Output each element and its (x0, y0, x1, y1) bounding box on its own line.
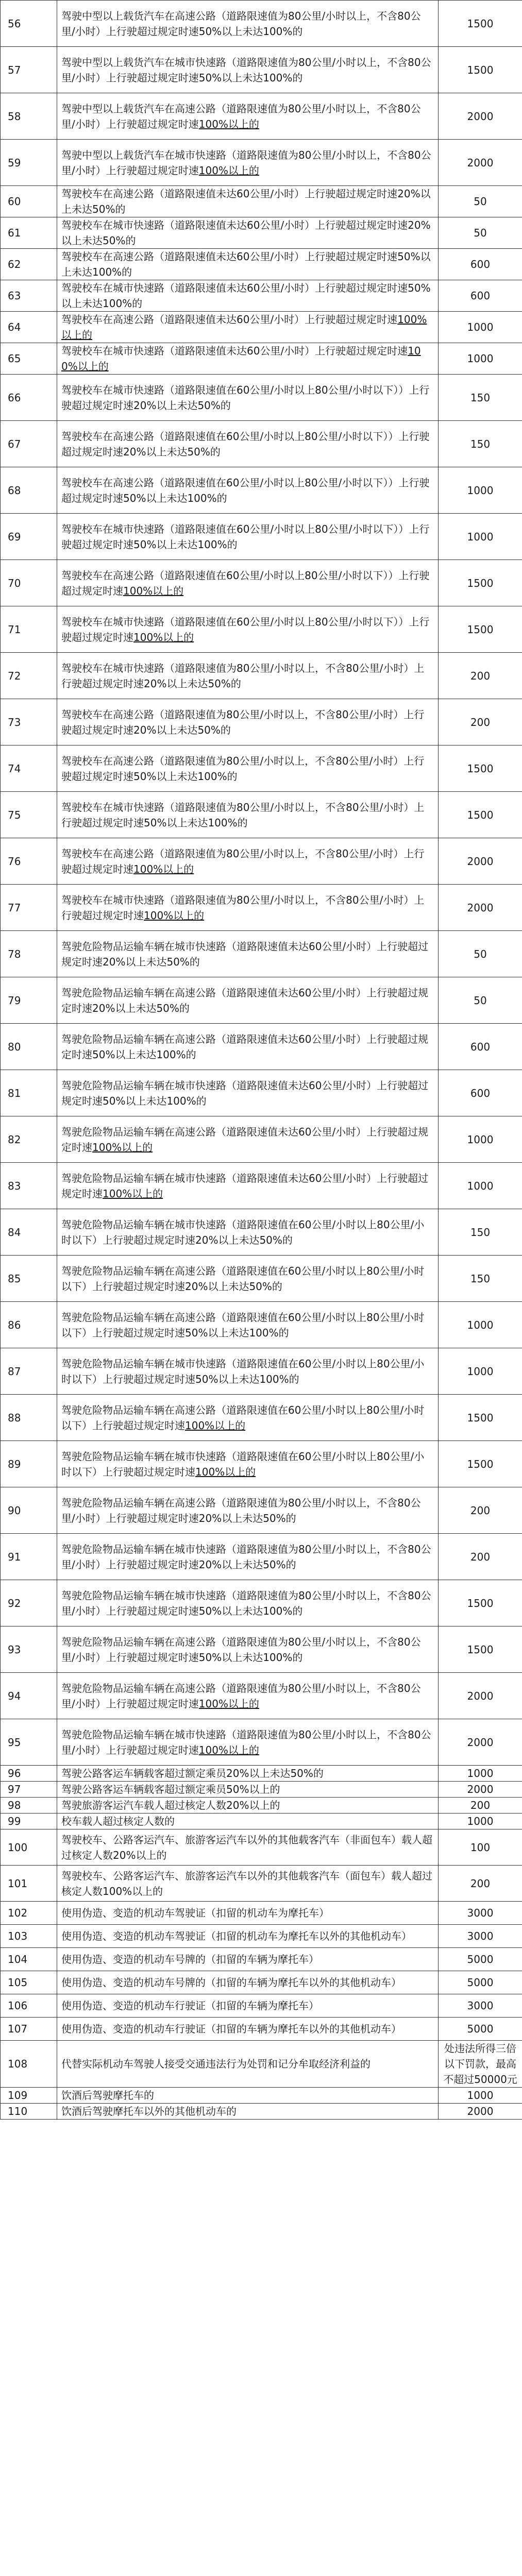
violation-description (57, 1441, 439, 1487)
violation-text: 驾驶危险物品运输车辆在高速公路（道路限速值未达60公里/小时）上行驶超过规定时速20%以上未达50%的 (61, 986, 429, 1014)
table-row (1, 1395, 522, 1441)
table-row (1, 421, 522, 467)
violation-text-underlined: 100%以上的 (61, 345, 421, 372)
row-number: 104 (1, 1948, 57, 1971)
violation-text: 驾驶中型以上载货汽车在城市快速路（道路限速值为80公里/小时以上，不含80公里/小时）上行驶超过规定时速 (61, 148, 431, 177)
row-number: 87 (1, 1348, 57, 1395)
violation-text-underlined: 100%以上的 (195, 1465, 256, 1478)
row-number: 67 (1, 421, 57, 467)
violation-description (57, 312, 439, 343)
violation-text: 驾驶危险物品运输车辆在高速公路（道路限速值在60公里/小时以上80公里/小时以下）上行驶超过规定时速50%以上未达100%的 (61, 1311, 425, 1339)
table-row (1, 653, 522, 699)
row-number: 100 (1, 1829, 57, 1866)
table-row (1, 1534, 522, 1580)
violation-description (57, 1163, 439, 1209)
fine-amount: 1500 (439, 1395, 522, 1441)
table-row (1, 1902, 522, 1925)
table-row (1, 1766, 522, 1782)
violation-text: 驾驶危险物品运输车辆在城市快速路（道路限速值未达60公里/小时）上行驶超过规定时速20%以上未达50%的 (61, 940, 429, 968)
violation-description (57, 249, 439, 280)
violation-text-underlined: 100%以上的 (92, 1141, 153, 1154)
row-number: 86 (1, 1302, 57, 1348)
fine-amount: 1500 (439, 1441, 522, 1487)
row-number: 62 (1, 249, 57, 280)
fine-amount: 2000 (439, 1673, 522, 1719)
row-number: 73 (1, 699, 57, 745)
violation-text-underlined: 100%以上的 (198, 1697, 259, 1710)
violation-description (57, 653, 439, 699)
row-number: 81 (1, 1070, 57, 1116)
violation-text: 使用伪造、变造的机动车号牌的（扣留的车辆为摩托车） (61, 1953, 319, 1965)
row-number: 58 (1, 93, 57, 140)
violation-text: 饮酒后驾驶摩托车以外的其他机动车的 (61, 2105, 237, 2117)
violation-description (57, 375, 439, 421)
row-number: 102 (1, 1902, 57, 1925)
violation-text: 驾驶校车在城市快速路（道路限速值为80公里/小时以上，不含80公里/小时）上行驶超过规定时速20%以上未达50%的 (61, 662, 425, 690)
row-number: 101 (1, 1866, 57, 1902)
violation-description (57, 1766, 439, 1782)
violation-text: 驾驶校车在城市快速路（道路限速值在60公里/小时以上80公里/小时以下））上行驶超过规定时速50%以上未达100%的 (61, 522, 430, 551)
violation-text: 驾驶旅游客运汽车载人超过核定人数20%以上的 (61, 1799, 280, 1811)
fine-amount: 200 (439, 653, 522, 699)
violation-description (57, 1994, 439, 2018)
violation-text: 驾驶中型以上载货汽车在城市快速路（道路限速值为80公里/小时以上，不含80公里/小时）上行驶超过规定时速50%以上未达100%的 (61, 56, 431, 84)
violation-text: 驾驶危险物品运输车辆在高速公路（道路限速值为80公里/小时以上，不含80公里/小时）上行驶超过规定时速50%以上未达100%的 (61, 1635, 421, 1664)
row-number: 76 (1, 838, 57, 885)
table-row (1, 249, 522, 280)
violation-text-underlined: 100%以上的 (198, 164, 259, 177)
violation-text: 驾驶校车在城市快速路（道路限速值未达60公里/小时）上行驶超过规定时速 (61, 345, 408, 357)
violation-description (57, 1580, 439, 1626)
row-number: 92 (1, 1580, 57, 1626)
violation-text: 校车载人超过核定人数的 (61, 1815, 175, 1827)
table-row (1, 2041, 522, 2088)
violation-text: 驾驶校车在城市快速路（道路限速值未达60公里/小时）上行驶超过规定时速50%以上未达100%的 (61, 282, 431, 310)
row-number: 77 (1, 885, 57, 931)
table-row (1, 1163, 522, 1209)
fine-amount: 2000 (439, 838, 522, 885)
table-row (1, 606, 522, 653)
fine-amount: 600 (439, 280, 522, 312)
fine-amount: 50 (439, 217, 522, 249)
table-row (1, 375, 522, 421)
row-number: 64 (1, 312, 57, 343)
violation-description (57, 1814, 439, 1829)
violation-description (57, 2104, 439, 2120)
fine-amount: 2000 (439, 885, 522, 931)
row-number: 75 (1, 792, 57, 838)
violation-description (57, 280, 439, 312)
violation-description (57, 1866, 439, 1902)
fine-amount: 1500 (439, 47, 522, 93)
row-number: 94 (1, 1673, 57, 1719)
violation-description (57, 217, 439, 249)
fine-amount: 1000 (439, 1163, 522, 1209)
violation-text: 驾驶校车、公路客运汽车、旅游客运汽车以外的其他载客汽车（面包车）载人超过核定人数100%以上的 (61, 1869, 432, 1897)
violation-text: 驾驶校车在城市快速路（道路限速值未达60公里/小时）上行驶超过规定时速20%以上未达50%的 (61, 219, 431, 247)
violation-description (57, 885, 439, 931)
violation-description (57, 745, 439, 792)
row-number: 71 (1, 606, 57, 653)
table-row (1, 1626, 522, 1673)
violation-description (57, 47, 439, 93)
row-number: 78 (1, 931, 57, 977)
violation-description (57, 1902, 439, 1925)
violation-description (57, 1626, 439, 1673)
row-number: 107 (1, 2018, 57, 2041)
fine-amount: 1500 (439, 606, 522, 653)
row-number: 89 (1, 1441, 57, 1487)
row-number: 105 (1, 1971, 57, 1994)
violation-description (57, 514, 439, 560)
row-number: 63 (1, 280, 57, 312)
violation-text-underlined: 100%以上的 (198, 1743, 259, 1756)
violation-description (57, 1024, 439, 1070)
fine-amount: 2000 (439, 93, 522, 140)
table-row (1, 2104, 522, 2120)
row-number: 97 (1, 1782, 57, 1798)
table-row (1, 1, 522, 47)
table-row (1, 745, 522, 792)
violation-text: 驾驶校车在高速公路（道路限速值未达60公里/小时）上行驶超过规定时速50%以上未达100%的 (61, 250, 431, 278)
table-row (1, 467, 522, 514)
table-row (1, 2018, 522, 2041)
fine-amount: 200 (439, 1487, 522, 1534)
table-row (1, 1487, 522, 1534)
fine-amount: 2000 (439, 1719, 522, 1766)
row-number: 106 (1, 1994, 57, 2018)
table-row (1, 1994, 522, 2018)
violation-text: 驾驶校车在高速公路（道路限速值在60公里/小时以上80公里/小时以下））上行驶超过规定时速20%以上未达50%的 (61, 430, 430, 458)
violation-text: 驾驶危险物品运输车辆在高速公路（道路限速值为80公里/小时以上，不含80公里/小时）上行驶超过规定时速20%以上未达50%的 (61, 1496, 421, 1524)
fine-amount: 1000 (439, 1116, 522, 1163)
fine-amount: 处违法所得三倍以下罚款，最高不超过50000元 (439, 2041, 522, 2088)
violation-description (57, 2088, 439, 2104)
table-row (1, 1441, 522, 1487)
row-number: 85 (1, 1256, 57, 1302)
row-number: 59 (1, 140, 57, 186)
violation-description (57, 1829, 439, 1866)
violation-description (57, 1782, 439, 1798)
violation-text: 驾驶危险物品运输车辆在城市快速路（道路限速值未达60公里/小时）上行驶超过规定时速 (61, 1172, 429, 1200)
table-row (1, 1971, 522, 1994)
fine-amount: 2000 (439, 1782, 522, 1798)
table-row (1, 792, 522, 838)
violation-text: 驾驶危险物品运输车辆在高速公路（道路限速值未达60公里/小时）上行驶超过规定时速50%以上未达100%的 (61, 1032, 429, 1061)
violation-description (57, 1798, 439, 1814)
violation-description (57, 560, 439, 606)
violation-text-underlined: 100%以上的 (123, 584, 184, 597)
fine-amount: 50 (439, 931, 522, 977)
row-number: 74 (1, 745, 57, 792)
row-number: 90 (1, 1487, 57, 1534)
fine-amount: 1000 (439, 514, 522, 560)
fine-amount: 2000 (439, 140, 522, 186)
violation-text: 饮酒后驾驶摩托车的 (61, 2089, 154, 2102)
table-row (1, 1798, 522, 1814)
violation-text: 驾驶校车、公路客运汽车、旅游客运汽车以外的其他载客汽车（非面包车）载人超过核定人数20%以上的 (61, 1833, 432, 1861)
violation-text: 代替实际机动车驾驶人接受交通违法行为处罚和记分牟取经济利益的 (61, 2058, 371, 2070)
violation-description (57, 1948, 439, 1971)
fine-amount: 1500 (439, 560, 522, 606)
fine-amount: 1000 (439, 467, 522, 514)
fine-amount: 5000 (439, 2018, 522, 2041)
fine-amount: 600 (439, 1024, 522, 1070)
violation-text: 驾驶危险物品运输车辆在城市快速路（道路限速值为80公里/小时以上，不含80公里/小时）上行驶超过规定时速50%以上未达100%的 (61, 1589, 431, 1617)
fine-amount: 100 (439, 1829, 522, 1866)
table-row (1, 931, 522, 977)
row-number: 91 (1, 1534, 57, 1580)
fine-amount: 3000 (439, 1994, 522, 2018)
violation-description (57, 2018, 439, 2041)
violation-text: 使用伪造、变造的机动车驾驶证（扣留的机动车为摩托车） (61, 1907, 329, 1919)
violation-description (57, 93, 439, 140)
violation-text: 驾驶危险物品运输车辆在城市快速路（道路限速值未达60公里/小时）上行驶超过规定时速50%以上未达100%的 (61, 1079, 429, 1107)
row-number: 109 (1, 2088, 57, 2104)
violation-description (57, 931, 439, 977)
violation-text: 驾驶危险物品运输车辆在城市快速路（道路限速值在60公里/小时以上80公里/小时以下）上行驶超过规定时速 (61, 1450, 425, 1478)
violation-text: 使用伪造、变造的机动车行驶证（扣留的车辆为摩托车） (61, 1999, 319, 2012)
table-row (1, 312, 522, 343)
violation-text: 使用伪造、变造的机动车号牌的（扣留的车辆为摩托车以外的其他机动车） (61, 1976, 401, 1989)
row-number: 95 (1, 1719, 57, 1766)
table-row (1, 560, 522, 606)
fine-amount: 5000 (439, 1971, 522, 1994)
row-number: 99 (1, 1814, 57, 1829)
table-row (1, 217, 522, 249)
table-row (1, 1925, 522, 1948)
row-number: 60 (1, 186, 57, 217)
fine-amount: 1000 (439, 1348, 522, 1395)
row-number: 80 (1, 1024, 57, 1070)
violation-description (57, 343, 439, 375)
fine-amount: 1000 (439, 1302, 522, 1348)
fine-amount: 150 (439, 421, 522, 467)
violation-text: 驾驶危险物品运输车辆在城市快速路（道路限速值在60公里/小时以上80公里/小时以下）上行驶超过规定时速20%以上未达50%的 (61, 1218, 425, 1246)
table-row (1, 1814, 522, 1829)
fine-table-body (1, 1, 522, 2120)
violation-text: 驾驶公路客运车辆载客超过额定乘员50%以上的 (61, 1783, 280, 1795)
violation-text-underlined: 100%以上的 (133, 631, 194, 643)
violation-description (57, 1971, 439, 1994)
fine-amount: 200 (439, 1534, 522, 1580)
violation-description (57, 1116, 439, 1163)
fine-amount: 50 (439, 186, 522, 217)
table-row (1, 47, 522, 93)
fine-amount: 1000 (439, 1766, 522, 1782)
violation-text-underlined: 100%以上的 (185, 1419, 246, 1432)
table-row (1, 2088, 522, 2104)
table-row (1, 280, 522, 312)
violation-description (57, 1209, 439, 1256)
table-row (1, 1116, 522, 1163)
row-number: 98 (1, 1798, 57, 1814)
row-number: 68 (1, 467, 57, 514)
table-row (1, 1782, 522, 1798)
fine-amount: 50 (439, 977, 522, 1024)
row-number: 61 (1, 217, 57, 249)
row-number: 84 (1, 1209, 57, 1256)
table-row (1, 1719, 522, 1766)
table-row (1, 140, 522, 186)
table-row (1, 186, 522, 217)
violation-text: 驾驶校车在高速公路（道路限速值在60公里/小时以上80公里/小时以下））上行驶超过规定时速 (61, 569, 430, 597)
row-number: 96 (1, 1766, 57, 1782)
violation-text: 驾驶校车在高速公路（道路限速值为80公里/小时以上，不含80公里/小时）上行驶超过规定时速 (61, 847, 425, 875)
violation-description (57, 467, 439, 514)
table-row (1, 838, 522, 885)
fine-amount: 1500 (439, 1626, 522, 1673)
fine-amount: 150 (439, 1256, 522, 1302)
fine-amount: 1000 (439, 312, 522, 343)
violation-description (57, 421, 439, 467)
fine-amount: 600 (439, 249, 522, 280)
fine-amount: 1500 (439, 745, 522, 792)
violation-text: 驾驶危险物品运输车辆在高速公路（道路限速值在60公里/小时以上80公里/小时以下）上行驶超过规定时速20%以上未达50%的 (61, 1264, 425, 1293)
violation-description (57, 1487, 439, 1534)
fine-amount: 150 (439, 1209, 522, 1256)
fine-amount: 3000 (439, 1902, 522, 1925)
table-row (1, 1829, 522, 1866)
violation-description (57, 1, 439, 47)
violation-description (57, 606, 439, 653)
violation-text-underlined: 100%以上的 (61, 313, 427, 341)
fine-amount: 600 (439, 1070, 522, 1116)
violation-description (57, 1673, 439, 1719)
violation-text: 驾驶危险物品运输车辆在高速公路（道路限速值在60公里/小时以上80公里/小时以下）上行驶超过规定时速 (61, 1403, 425, 1432)
fine-amount: 1500 (439, 1, 522, 47)
violation-text: 驾驶危险物品运输车辆在城市快速路（道路限速值在60公里/小时以上80公里/小时以下）上行驶超过规定时速50%以上未达100%的 (61, 1357, 425, 1385)
violation-description (57, 186, 439, 217)
row-number: 56 (1, 1, 57, 47)
table-row (1, 1256, 522, 1302)
violation-text-underlined: 100%以上的 (144, 909, 205, 922)
fine-amount: 200 (439, 1798, 522, 1814)
violation-description (57, 1395, 439, 1441)
violation-description (57, 792, 439, 838)
row-number: 57 (1, 47, 57, 93)
violation-text: 驾驶危险物品运输车辆在城市快速路（道路限速值为80公里/小时以上，不含80公里/小时）上行驶超过规定时速20%以上未达50%的 (61, 1543, 431, 1571)
fine-amount: 200 (439, 1866, 522, 1902)
fine-amount: 150 (439, 375, 522, 421)
violation-text-underlined: 100%以上的 (133, 862, 194, 875)
table-row (1, 977, 522, 1024)
table-row (1, 343, 522, 375)
table-row (1, 1866, 522, 1902)
violation-text-underlined: 100%以上的 (103, 1187, 163, 1200)
violation-description (57, 699, 439, 745)
violation-text: 使用伪造、变造的机动车驾驶证（扣留的机动车为摩托车以外的其他机动车） (61, 1930, 412, 1942)
table-row (1, 514, 522, 560)
violation-text: 使用伪造、变造的机动车行驶证（扣留的车辆为摩托车以外的其他机动车） (61, 2023, 401, 2035)
violation-text: 驾驶校车在高速公路（道路限速值未达60公里/小时）上行驶超过规定时速 (61, 313, 398, 326)
violation-description (57, 1719, 439, 1766)
violation-text: 驾驶危险物品运输车辆在高速公路（道路限速值为80公里/小时以上，不含80公里/小时）上行驶超过规定时速 (61, 1682, 421, 1710)
row-number: 88 (1, 1395, 57, 1441)
fine-amount: 1000 (439, 2088, 522, 2104)
violation-text: 驾驶危险物品运输车辆在城市快速路（道路限速值为80公里/小时以上，不含80公里/小时）上行驶超过规定时速 (61, 1728, 431, 1756)
fine-amount: 3000 (439, 1925, 522, 1948)
table-row (1, 885, 522, 931)
violation-text-underlined: 100%以上的 (198, 117, 259, 130)
violation-description (57, 140, 439, 186)
violation-text: 驾驶校车在城市快速路（道路限速值为80公里/小时以上，不含80公里/小时）上行驶超过规定时速50%以上未达100%的 (61, 801, 425, 829)
row-number: 103 (1, 1925, 57, 1948)
table-row (1, 93, 522, 140)
violation-description (57, 977, 439, 1024)
row-number: 66 (1, 375, 57, 421)
fine-amount: 1500 (439, 792, 522, 838)
row-number: 108 (1, 2041, 57, 2088)
violation-text: 驾驶中型以上载货汽车在高速公路（道路限速值为80公里/小时以上，不含80公里/小时）上行驶超过规定时速50%以上未达100%的 (61, 9, 421, 38)
fine-amount: 5000 (439, 1948, 522, 1971)
row-number: 93 (1, 1626, 57, 1673)
violation-description (57, 1534, 439, 1580)
table-row (1, 1580, 522, 1626)
violation-text: 驾驶校车在高速公路（道路限速值未达60公里/小时）上行驶超过规定时速20%以上未达50%的 (61, 188, 431, 215)
row-number: 82 (1, 1116, 57, 1163)
table-row (1, 1948, 522, 1971)
row-number: 65 (1, 343, 57, 375)
table-row (1, 1348, 522, 1395)
violation-text: 驾驶危险物品运输车辆在高速公路（道路限速值未达60公里/小时）上行驶超过规定时速 (61, 1125, 429, 1154)
violation-description (57, 1348, 439, 1395)
table-row (1, 1302, 522, 1348)
violation-text: 驾驶校车在高速公路（道路限速值为80公里/小时以上，不含80公里/小时）上行驶超过规定时速20%以上未达50%的 (61, 708, 425, 736)
violation-description (57, 1070, 439, 1116)
violation-text: 驾驶校车在城市快速路（道路限速值在60公里/小时以上80公里/小时以下））上行驶超过规定时速 (61, 615, 430, 643)
violation-text: 驾驶校车在城市快速路（道路限速值在60公里/小时以上80公里/小时以下））上行驶超过规定时速20%以上未达50%的 (61, 383, 430, 412)
row-number: 70 (1, 560, 57, 606)
row-number: 79 (1, 977, 57, 1024)
fine-amount: 2000 (439, 2104, 522, 2120)
row-number: 72 (1, 653, 57, 699)
table-row (1, 699, 522, 745)
violation-description (57, 838, 439, 885)
violation-text: 驾驶校车在高速公路（道路限速值在60公里/小时以上80公里/小时以下））上行驶超过规定时速50%以上未达100%的 (61, 476, 430, 504)
row-number: 110 (1, 2104, 57, 2120)
violation-text: 驾驶校车在城市快速路（道路限速值为80公里/小时以上，不含80公里/小时）上行驶超过规定时速 (61, 893, 425, 922)
fine-amount: 200 (439, 699, 522, 745)
fine-amount: 1000 (439, 1814, 522, 1829)
violation-description (57, 1302, 439, 1348)
violation-text: 驾驶公路客运车辆载客超过额定乘员20%以上未达50%的 (61, 1767, 324, 1780)
row-number: 69 (1, 514, 57, 560)
violation-description (57, 1256, 439, 1302)
table-row (1, 1673, 522, 1719)
violation-text: 驾驶校车在高速公路（道路限速值为80公里/小时以上，不含80公里/小时）上行驶超过规定时速50%以上未达100%的 (61, 754, 425, 783)
fine-amount: 1000 (439, 343, 522, 375)
table-row (1, 1209, 522, 1256)
violation-text: 驾驶中型以上载货汽车在高速公路（道路限速值为80公里/小时以上，不含80公里/小时）上行驶超过规定时速 (61, 102, 421, 130)
row-number: 83 (1, 1163, 57, 1209)
table-row (1, 1070, 522, 1116)
violation-description (57, 2041, 439, 2088)
violation-description (57, 1925, 439, 1948)
table-row (1, 1024, 522, 1070)
fine-amount: 1500 (439, 1580, 522, 1626)
